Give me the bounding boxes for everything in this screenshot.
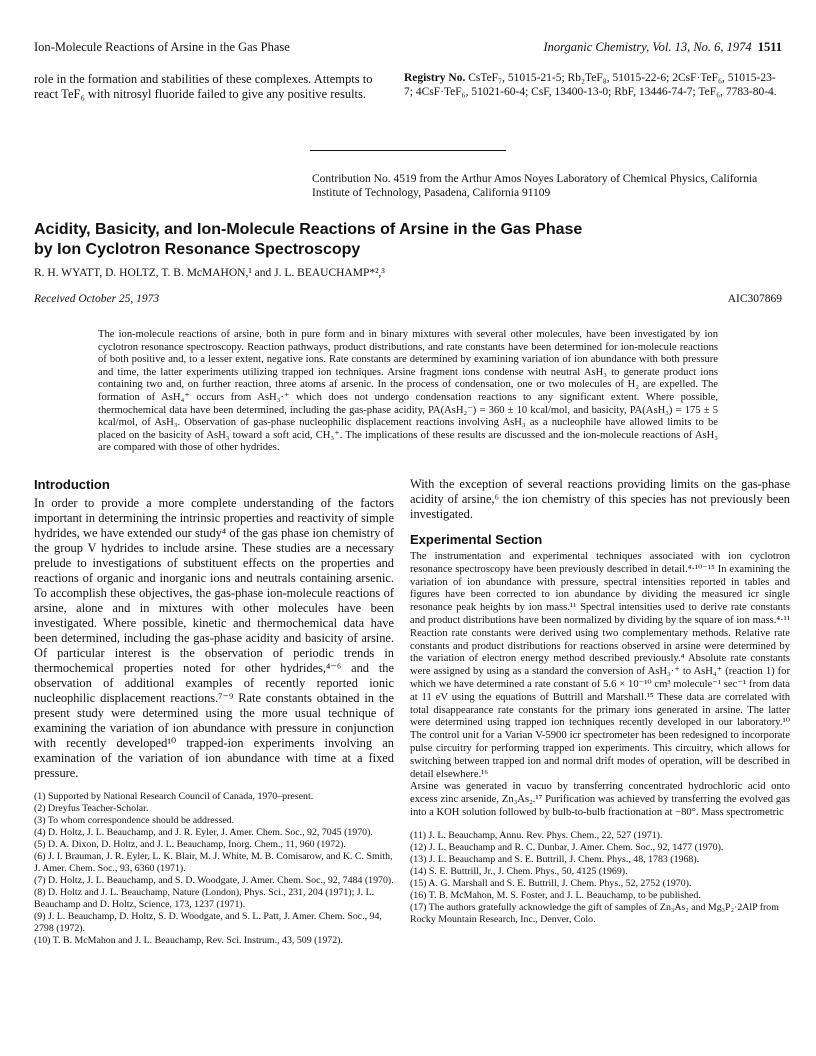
reference: (1) Supported by National Research Council of Canada, 1970–present. — [34, 791, 314, 802]
received-date: Received October 25, 1973 — [34, 293, 160, 305]
section-divider — [310, 150, 506, 151]
reference: (12) J. L. Beauchamp and R. C. Dunbar, J. Amer. Chem. Soc., 92, 1477 (1970). — [410, 841, 724, 853]
reference: (3) To whom correspondence should be addressed. — [34, 815, 235, 826]
contribution-note: Contribution No. 4519 from the Arthur Amos Noyes Laboratory of Chemical Physics, California Institute of Technology, Pasadena, California 91109 — [312, 173, 758, 199]
intro-paragraph: In order to provide a more complete understanding of the factors important in determining the intrinsic properties and reactivity of simple hydrides, we have extended our study⁴ of the gas phase ion chemistry of the group V hydrides to include arsine. These studies are a necessary prelude to investigations of substituent effects on the properties and reactions of organic and inorganic ions and neutrals containing arsenic. To accomplish these objectives, the gas-phase ion-molecule reactions of arsine, alone and in mixtures with other molecules have been investigated. Where possible, kinetic and thermochemical data have been determined, including the gas-phase acidity and basicity of arsine. Of particular interest is the observation of periodic trends in thermochemical properties noted for other hydrides,⁴⁻⁶ and the observation of additional examples of recently reported ionic nucleophilic displacement reactions.⁷⁻⁹ Rate constants obtained in the present study were determined using the more usual technique of examining the variation of ion abundance with pressure in conjunction with recently developed¹⁰ trapped-ion experiments involving an examination of the variation of ion abundance with time at a fixed pressure. — [34, 496, 394, 780]
reference: (15) A. G. Marshall and S. E. Buttrill, J. Chem. Phys., 52, 2752 (1970). — [410, 877, 692, 889]
footnotes-right — [410, 830, 790, 926]
reference: (9) J. L. Beauchamp, D. Holtz, S. D. Woodgate, and S. L. Patt, J. Amer. Chem. Soc., 94, 2798 (1972). — [34, 911, 382, 934]
reference: (2) Dreyfus Teacher-Scholar. — [34, 803, 149, 814]
intro-continuation: With the exception of several reactions providing limits on the gas-phase acidity of arsine,⁶ the ion chemistry of this species has not previously been investigated. — [410, 477, 790, 521]
journal-header — [543, 40, 782, 55]
footnotes-left — [34, 791, 394, 947]
reference: (16) T. B. McMahon, M. S. Foster, and J. L. Beauchamp, to be published. — [410, 889, 701, 901]
previous-article-text: role in the formation and stabilities of these complexes. Attempts to react TeF₆ with nitrosyl fluoride failed to give any positive results. — [34, 72, 373, 101]
title-line-1: Acidity, Basicity, and Ion-Molecule Reactions of Arsine in the Gas Phase — [34, 221, 583, 238]
experimental-heading: Experimental Section — [410, 532, 543, 547]
reference: (5) D. A. Dixon, D. Holtz, and J. L. Beauchamp, Inorg. Chem., 11, 960 (1972). — [34, 839, 346, 850]
reference: (14) S. E. Buttrill, Jr., J. Chem. Phys., 50, 4125 (1969). — [410, 865, 628, 877]
registry-label: Registry No. — [404, 72, 466, 84]
article-title — [34, 220, 784, 260]
reference: (7) D. Holtz, J. L. Beauchamp, and S. D. Woodgate, J. Amer. Chem. Soc., 92, 7484 (1970). — [34, 875, 394, 886]
manuscript-code: AIC307869 — [727, 293, 782, 305]
running-title: Ion-Molecule Reactions of Arsine in the Gas Phase — [34, 40, 290, 54]
left-column — [34, 477, 394, 947]
reference: (11) J. L. Beauchamp, Annu. Rev. Phys. Chem., 22, 527 (1971). — [410, 829, 663, 841]
author-list: R. H. WYATT, D. HOLTZ, T. B. McMAHON,¹ and J. L. BEAUCHAMP*²,³ — [34, 267, 385, 279]
title-line-2: by Ion Cyclotron Resonance Spectroscopy — [34, 241, 361, 258]
registry-text: CsTeF₇, 51015-21-5; Rb₂TeF₈, 51015-22-6; 2CsF·TeF₆, 51015-23-7; 4CsF·TeF₆, 51021-60-4; CsF, 13400-13-0; RbF, 13446-74-7; TeF₆, 7783-80-4. — [404, 72, 777, 98]
reference: (8) D. Holtz and J. L. Beauchamp, Nature (London), Phys. Sci., 231, 204 (1971); J. L. Beauchamp and D. Holtz, Science, 173, 1237 (1971). — [34, 887, 375, 910]
right-column — [410, 477, 790, 926]
reference: (17) The authors gratefully acknowledge the gift of samples of Zn₃As₂ and Mg₃P₂·2AlP from Rocky Mountain Research, Inc., Denver, Colo. — [410, 901, 779, 925]
page-number: 1511 — [757, 40, 782, 54]
abstract: The ion-molecule reactions of arsine, both in pure form and in binary mixtures with several other molecules, have been investigated by ion cyclotron resonance spectroscopy. Reaction pathways, product distributions, and rate constants have been determined for ion-molecule reactions of both positive and, to a lesser extent, negative ions. Rate constants are determined by examining variation of ion abundance with both pressure and time, the latter experiments utilizing trapped ion techniques. Arsine fragment ions condense with neutral AsH₃ to generate product ions containing two and, on further reaction, three atoms af arsenic. In the process of condensation, one or two molecules of H₂ are expelled. The formation of AsH₄⁺ occurs from AsH₃·⁺ which does not undergo condensation reactions to any significant extent. Where possible, thermochemical data have been determined, including the gas-phase acidity, PA(AsH₂⁻) = 360 ± 10 kcal/mol, and basicity, PA(AsH₃) = 175 ± 5 kcal/mol, of AsH₃. Observation of gas-phase nucleophilic displacement reactions involving AsH₃ as a nucleophile have allowed limits to be placed on the basicity of AsH₃ toward a soft acid, CH₃⁺. The implications of these results are discussed and the ion-molecule reactions of AsH₃ are compared with those of other hydrides. — [98, 329, 718, 454]
reference: (10) T. B. McMahon and J. L. Beauchamp, Rev. Sci. Instrum., 43, 509 (1972). — [34, 935, 343, 946]
registry-numbers — [404, 72, 784, 99]
reference: (13) J. L. Beauchamp and S. E. Buttrill, J. Chem. Phys., 48, 1783 (1968). — [410, 853, 700, 865]
reference: (6) J. I. Brauman, J. R. Eyler, L. K. Blair, M. J. White, M. B. Comisarow, and K. C. Smith, J. Amer. Chem. Soc., 93, 6360 (1971). — [34, 851, 393, 874]
intro-heading: Introduction — [34, 477, 110, 492]
journal-citation: Inorganic Chemistry, Vol. 13, No. 6, 1974 — [543, 40, 752, 54]
reference: (4) D. Holtz, J. L. Beauchamp, and J. R. Eyler, J. Amer. Chem. Soc., 92, 7045 (1970). — [34, 827, 373, 838]
experimental-paragraph-2: Arsine was generated in vacuo by transferring concentrated hydrochloric acid onto excess zinc arsenide, Zn₃As₂.¹⁷ Purification was achieved by transferring the evolved gas into a KOH solution followed by bulb-to-bulb fractionation at −80°. Mass spectrometric — [410, 781, 790, 818]
experimental-paragraph-1: The instrumentation and experimental techniques associated with ion cyclotron resonance spectroscopy have been previously described in detail.⁴·¹⁰⁻¹⁵ In examining the variation of ion abundance with pressure, spectral intensities reported in tables and figures have been corrected to ion abundance by dividing the measured icr single resonance peak heights by ion mass.¹¹ Spectral intensities used to derive rate constants and product distributions have been normalized by dividing by the square of ion mass.⁴·¹¹ Reaction rate constants were derived using two complementary methods. Relative rate constants and product distributions for reactions observed in arsine were determined by the variation of electron energy method described previously.⁴ Absolute rate constants were assigned by using as a standard the conversion of AsH₃·⁺ to AsH₄⁺ (reaction 1) for which we have determined a rate constant of 5.6 × 10⁻¹⁰ cm³ molecule⁻¹ sec⁻¹ from data at 11 eV using the equations of Buttrill and Marshall.¹⁵ These data are correlated with total disappearance rate constants for the primary ions generated in arsine. The latter were determined using trapped ion techniques recently developed in our laboratory.¹⁰ The control unit for a Varian V-5900 icr spectrometer has been redesigned to incorporate pulse circuitry for performing trapped ion experiments. This circuitry, which allows for switching between trapped ion and normal drift modes of operation, will be described in detail elsewhere.¹⁶ — [410, 551, 790, 780]
